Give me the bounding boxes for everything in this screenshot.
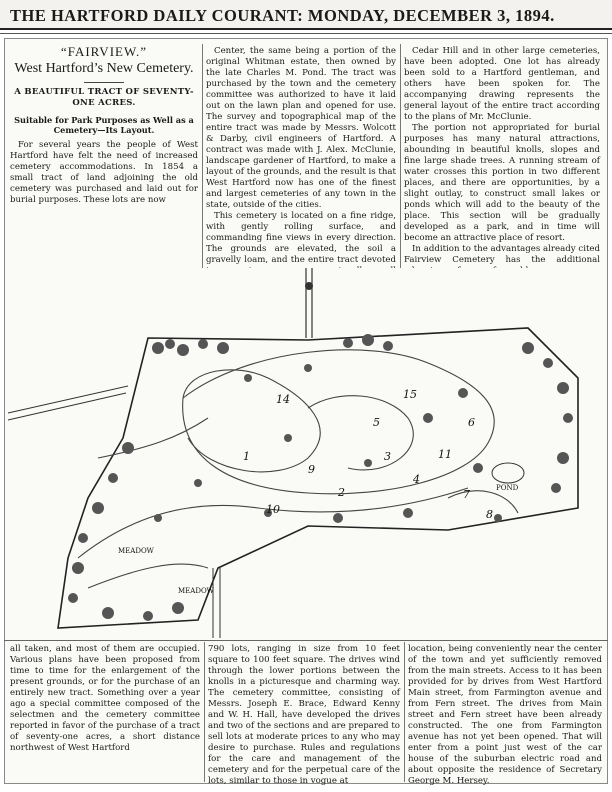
section-number: 6 [468, 416, 475, 429]
pond-label: POND [496, 484, 519, 492]
bottom-column-3 [408, 644, 602, 786]
bottom-column-1-text: all taken, and most of them are occupied. Various plans have been proposed from time to time for the enlargement of the present grounds, or for the purchase of an entirely new tract. Something over a year ago a special committee composed of the selectmen and the cemetery committee reported in favor of the purchase of a tract of seventy-one acres, a short distance northwest of West Hartford [10, 644, 200, 753]
meadow-label: MEADOW [118, 547, 154, 555]
separator [84, 82, 124, 83]
column-2-text: Center, the same being a portion of the original Whitman estate, then owned by the late Charles M. Pond. The tract was purchased by the town and the cemetery committee was authorized to have it laid out on the lawn plan and opened for use. The survey and topographical map of the entire tract was made by Messrs. Wolcott & Darby, civil engineers of Hartford. A contract was made with J. Alex. McClunie, landscape gardener of Hartford, to make a layout of the grounds, and the result is that West Hartford now has one of the finest and largest cemeteries of any town in the state, outside of the cities. [206, 46, 396, 210]
column-2-text-b: This cemetery is located on a fine ridge, with gently rolling surface, and commanding fine views in every direction. The grounds are elevated, the soil a gravelly loam, and the entire tract devoted [206, 211, 396, 265]
section-divider [4, 640, 608, 641]
monument-icon [305, 282, 313, 290]
bottom-column-2-text: 790 lots, ranging in size from 10 feet square to 100 feet square. The drives wind through the lower portions between the knolls in a picturesque and charming way. The cemetery committee, consisting of Messrs. Joseph E. Brace, Edward Kenny and W. H. Hall, have developed the drives and two of the sections and are prepared to sell lots at moderate prices to any who may desire to purchase. Rules and regulations for the care and management of the cemetery and for the perpetual care of the lots, similar to those in vogue at [208, 644, 400, 786]
deck-1: A BEAUTIFUL TRACT OF SEVENTY-ONE ACRES. [14, 87, 194, 108]
bottom-column-1 [10, 644, 200, 780]
section-number: 2 [338, 486, 345, 499]
section-number: 5 [373, 416, 380, 429]
column-1 [10, 46, 198, 268]
section-number: 14 [276, 393, 290, 406]
section-number: 8 [486, 508, 493, 521]
column-3-text-b: The portion not appropriated for burial purposes has many natural attractions, abounding in beautiful knolls, slopes and fine large shade trees. A running stream of water crosses this portion in two different places, and there are opportunities, by a slight outlay, to construct small lakes or ponds which will add to the beauty of the place. This section will be gradually developed as a park, and in time will become an attractive place of resort. [404, 123, 600, 243]
cemetery-map-illustration [8, 268, 600, 638]
headline: “FAIRVIEW.” [60, 44, 148, 59]
column-2 [206, 46, 396, 268]
section-number: 11 [438, 448, 452, 461]
bottom-column-3-text: location, being conveniently near the center of the town and yet sufficiently removed from the main streets. Access to it has been provided for by drives from West Hartford Main street, from Farmington avenue and from Fern street. The drives from Main street and Fern street have been already constructed. The one from Farmington avenue has not yet been opened. That will enter from a point just west of the car house of the suburban electric road and about opposite the residence of Secretary George M. Hersey. [408, 644, 602, 786]
masthead [0, 0, 612, 30]
column-3-text-c: In addition to the advantages already cited Fairview Cemetery has the additional [404, 244, 600, 265]
column-3-text: Cedar Hill and in other large cemeteries, have been adopted. One lot has already been sold to a Hartford gentleman, and others have been spoken for. The accompanying drawing represents the general layout of the entire tract according to the plans of Mr. McClunie. [404, 46, 600, 122]
column-rule [202, 44, 203, 268]
section-number: 4 [413, 473, 420, 486]
section-number: 3 [384, 450, 391, 463]
column-1-text: For several years the people of West Hartford have felt the need of increased cemetery accommodations. In 1854 a small tract of land adjoining the old cemetery was purchased and laid out for burial purposes. These lots are now [10, 140, 198, 205]
deck-2: Suitable for Park Purposes as Well as a Cemetery—Its Layout. [14, 115, 194, 135]
column-rule [404, 642, 405, 782]
column-rule [204, 642, 205, 782]
subheadline: West Hartford’s New Cemetery. [14, 61, 194, 76]
section-number: 10 [266, 503, 280, 516]
section-number: 7 [463, 488, 470, 501]
section-number: 1 [243, 450, 250, 463]
meadow-label-2: MEADOW [178, 587, 214, 595]
bottom-column-2 [208, 644, 400, 786]
section-number: 15 [403, 388, 417, 401]
masthead-title: THE HARTFORD DAILY COURANT: MONDAY, DECEMBER 3, 1894. [10, 6, 555, 25]
masthead-rule [0, 33, 612, 34]
column-rule [400, 44, 401, 268]
section-number: 9 [308, 463, 315, 476]
column-3 [404, 46, 600, 268]
